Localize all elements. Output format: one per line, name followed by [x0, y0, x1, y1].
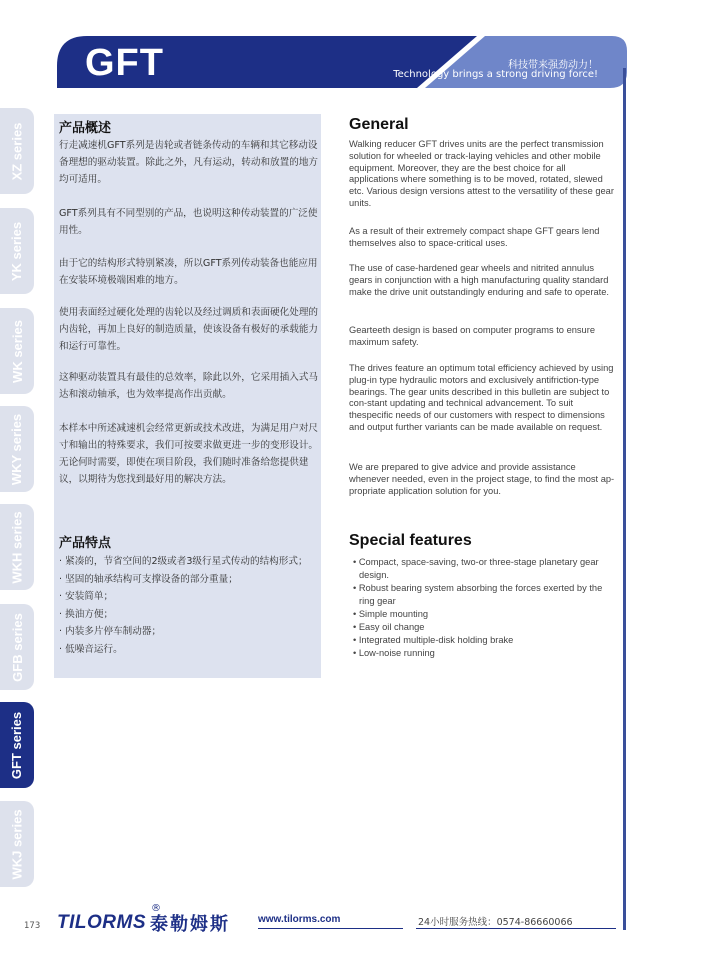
cn-paragraph: 这种驱动装置具有最佳的总效率，除此以外，它采用插入式马达和滚动轴承，也为效率提高作出贡献。 — [59, 372, 319, 400]
cn-features-heading: 产品特点 — [59, 536, 112, 551]
cn-features-list — [59, 553, 321, 659]
list-item: • Low-noise running — [353, 648, 435, 658]
side-tab-label: WKY series — [9, 413, 25, 485]
side-tab-wky[interactable] — [0, 406, 34, 492]
side-tab-label: YK series — [9, 221, 25, 281]
list-item: · 安装简单； — [59, 591, 114, 603]
side-tab-label: GFT series — [9, 711, 25, 779]
logo-wordmark-en: TILORMS — [57, 912, 146, 933]
side-tab-label: WK series — [9, 319, 25, 383]
side-tab-label: XZ series — [9, 122, 25, 180]
en-features-heading: Special features — [349, 532, 472, 549]
en-paragraph: Gearteeth design is based on computer programs to ensure maximum safety. — [349, 325, 595, 347]
footer-divider — [258, 928, 403, 929]
cn-paragraph: 行走减速机GFT系列是齿轮或者链条传动的车辆和其它移动设备理想的驱动装置。除此之外，凡有运动，转动和放置的地方均可适用。 — [59, 140, 319, 185]
list-item: • Integrated multiple-disk holding brake — [353, 635, 514, 645]
cn-paragraph: 使用表面经过硬化处理的齿轮以及经过调质和表面硬化处理的内齿轮，再加上良好的制造质量，使该设备有极好的承载能力和运行可靠性。 — [59, 307, 319, 352]
en-paragraph: Walking reducer GFT drives units are the perfect transmission solution for wheeled or track-laying vehicles and other mobile equipment. Moreover, they are the best choice for all applications where something is to be moved, rotated, slewed etc. Various design versions attest to the versatility of these gear units. — [349, 139, 614, 208]
side-tab-gfb[interactable] — [0, 604, 34, 690]
page-number: 173 — [24, 921, 41, 931]
list-item: • Easy oil change — [353, 622, 425, 632]
cn-paragraph: 本样本中所述减速机会经常更新或技术改进，为满足用户对尺寸和输出的特殊要求，我们可按要求做更进一步的变形设计。无论何时需要，即使在项目阶段，我们随时准备给您提供建议，以期待为您找到最好用的解决方法。 — [59, 423, 319, 485]
list-item: • Simple mounting — [353, 609, 429, 619]
side-tab-wk[interactable] — [0, 308, 34, 394]
side-tab-wkj[interactable] — [0, 801, 34, 887]
list-item: · 内装多片停车制动器； — [59, 626, 162, 638]
en-paragraph: As a result of their extremely compact shape GFT gears lend themselves also to space-critical uses. — [349, 226, 600, 248]
registered-mark: ® — [151, 903, 161, 914]
en-paragraph: The drives feature an optimum total efficiency achieved by using plug-in type hydraulic motors and exclusively antifriction-type bearings. The gear units described in this bulletin are subject to con-stant updating and technical advancement. To suit thespecific needs of our customers with respect to dimensions and output further variants can be made available on request. — [349, 363, 614, 432]
service-hotline: 24小时服务热线：0574-86660066 — [418, 917, 573, 928]
side-tab-gft[interactable] — [0, 702, 34, 788]
side-tab-yk[interactable] — [0, 208, 34, 294]
footer-divider — [416, 928, 616, 929]
en-general-heading: General — [349, 116, 409, 133]
side-tab-wkh[interactable] — [0, 504, 34, 590]
cn-paragraph: 由于它的结构形式特别紧凑，所以GFT系列传动装备也能应用在安装环境极端困难的地方。 — [59, 258, 318, 286]
page-title: GFT — [85, 42, 164, 84]
cn-paragraph: GFT系列具有不同型别的产品，也说明这种传动装置的广泛使用性。 — [59, 208, 318, 236]
side-tab-label: WKJ series — [9, 808, 25, 880]
list-item: • Robust bearing system absorbing the forces exerted by the ring gear — [353, 583, 603, 606]
cn-overview-heading: 产品概述 — [59, 121, 112, 136]
right-divider — [623, 68, 626, 930]
side-tab-xz[interactable] — [0, 108, 34, 194]
logo-wordmark-cn: 泰勒姆斯 — [150, 914, 230, 935]
list-item: · 低噪音运行。 — [59, 643, 123, 655]
list-item: · 坚固的轴承结构可支撑设备的部分重量； — [59, 573, 238, 585]
slogan-en: Technology brings a strong driving force! — [393, 69, 598, 80]
website-link[interactable]: www.tilorms.com — [258, 914, 341, 925]
slogan-cn: 科技带来强劲动力！ — [508, 60, 598, 71]
side-tab-label: GFB series — [9, 612, 25, 682]
tilorms-logo — [57, 903, 230, 935]
en-paragraph: We are prepared to give advice and provide assistance whenever needed, even in the project stage, to find the most ap-propriate application solution for you. — [349, 462, 615, 496]
en-paragraph: The use of case-hardened gear wheels and nitrited annulus gears in conjunction with a high manufacturing quality standard make the drive unit outstandingly enduring and safe to operate. — [349, 263, 609, 297]
list-item: · 换油方便； — [59, 608, 114, 620]
list-item: • Compact, space-saving, two-or three-stage planetary gear design. — [353, 557, 599, 580]
side-tab-label: WKH series — [9, 510, 25, 584]
list-item: · 紧凑的，节省空间的2级或者3级行星式传动的结构形式； — [59, 556, 308, 567]
en-features-list — [353, 556, 615, 660]
